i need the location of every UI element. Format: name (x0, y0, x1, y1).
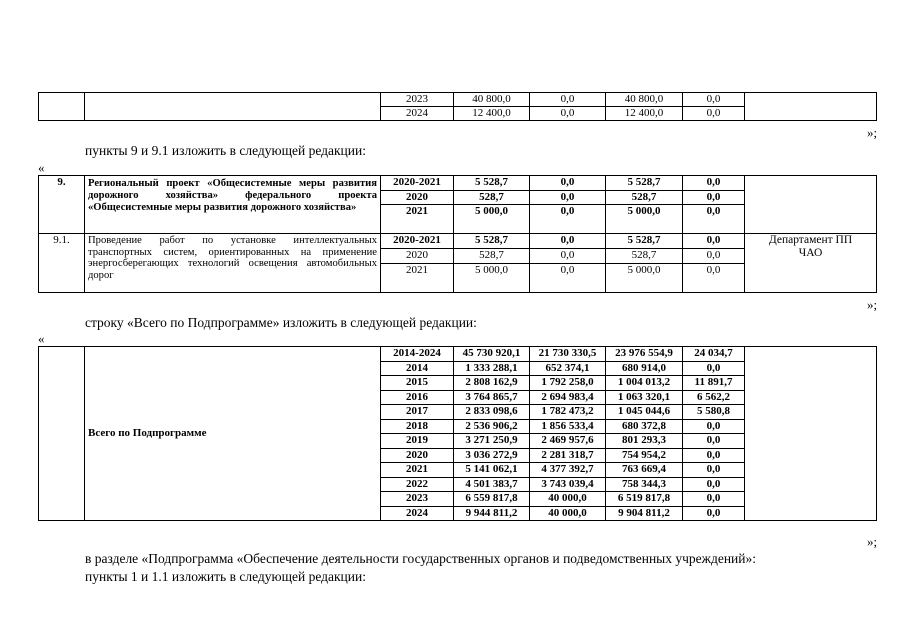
value-cell: 754 954,2 (606, 448, 683, 463)
year-cell: 2014 (381, 361, 454, 376)
value-cell: 5 528,7 (606, 176, 683, 191)
paragraph-instruction: строку «Всего по Подпрограмме» изложить в следующей редакции: (85, 315, 477, 330)
total-cell: 45 730 920,1 (454, 347, 530, 362)
value-cell: 528,7 (606, 190, 683, 205)
total-label: Всего по Подпрограмме (85, 347, 381, 521)
value-cell: 4 377 392,7 (530, 463, 606, 478)
year-cell: 2021 (381, 205, 454, 234)
item-number: 9. (39, 176, 85, 234)
value-cell: 0,0 (683, 107, 745, 121)
value-cell: 0,0 (683, 492, 745, 507)
executor-cell (745, 176, 877, 234)
value-cell: 0,0 (683, 249, 745, 264)
value-cell: 23 976 554,9 (606, 347, 683, 362)
value-cell: 3 743 039,4 (530, 477, 606, 492)
desc-cell (85, 93, 381, 121)
year-cell: 2015 (381, 376, 454, 391)
value-cell: 0,0 (683, 190, 745, 205)
value-cell: 528,7 (606, 249, 683, 264)
executor-cell: Департамент ПП ЧАО (745, 234, 877, 293)
total-cell: 2 833 098,6 (454, 405, 530, 420)
total-cell: 528,7 (454, 249, 530, 264)
value-cell: 0,0 (683, 264, 745, 293)
total-cell: 3 271 250,9 (454, 434, 530, 449)
table-row (39, 93, 877, 107)
value-cell: 6 562,2 (683, 390, 745, 405)
value-cell: 24 034,7 (683, 347, 745, 362)
value-cell: 40 800,0 (606, 93, 683, 107)
value-cell: 652 374,1 (530, 361, 606, 376)
year-cell: 2017 (381, 405, 454, 420)
num-cell (39, 93, 85, 121)
year-cell: 2014-2024 (381, 347, 454, 362)
value-cell: 0,0 (683, 506, 745, 521)
year-cell: 2023 (381, 93, 454, 107)
value-cell: 0,0 (683, 434, 745, 449)
value-cell: 0,0 (530, 205, 606, 234)
total-cell: 4 501 383,7 (454, 477, 530, 492)
table-row (39, 234, 877, 249)
value-cell: 21 730 330,5 (530, 347, 606, 362)
value-cell: 0,0 (530, 107, 606, 121)
value-cell: 2 694 983,4 (530, 390, 606, 405)
value-cell: 1 856 533,4 (530, 419, 606, 434)
value-cell: 680 914,0 (606, 361, 683, 376)
value-cell: 1 792 258,0 (530, 376, 606, 391)
paragraph-instruction: пункты 9 и 9.1 изложить в следующей редакции: (85, 143, 366, 158)
total-cell: 6 559 817,8 (454, 492, 530, 507)
year-cell: 2021 (381, 264, 454, 293)
opening-quote: « (38, 160, 45, 175)
value-cell: 1 063 320,1 (606, 390, 683, 405)
table-items-9 (38, 175, 877, 293)
total-cell: 3 036 272,9 (454, 448, 530, 463)
value-cell: 0,0 (683, 419, 745, 434)
closing-quote: »; (867, 125, 878, 140)
total-cell: 528,7 (454, 190, 530, 205)
total-cell: 3 764 865,7 (454, 390, 530, 405)
opening-quote: « (38, 331, 45, 346)
value-cell: 5 000,0 (606, 205, 683, 234)
total-cell: 9 944 811,2 (454, 506, 530, 521)
year-cell: 2016 (381, 390, 454, 405)
num-cell (39, 347, 85, 521)
table-row (39, 347, 877, 362)
total-cell: 5 000,0 (454, 205, 530, 234)
table-row (39, 176, 877, 191)
closing-quote: »; (867, 534, 878, 549)
item-description: Региональный проект «Общесистемные меры развития дорожного хозяйства» федерального проекта «Общесистемные меры развития дорожного хозяйства» (85, 176, 381, 234)
year-cell: 2023 (381, 492, 454, 507)
value-cell: 1 045 044,6 (606, 405, 683, 420)
table-continuation (38, 92, 877, 121)
table-subprogram-total (38, 346, 877, 521)
total-cell: 5 000,0 (454, 264, 530, 293)
year-cell: 2022 (381, 477, 454, 492)
closing-quote: »; (867, 297, 878, 312)
value-cell: 0,0 (683, 205, 745, 234)
value-cell: 40 000,0 (530, 506, 606, 521)
year-cell: 2021 (381, 463, 454, 478)
value-cell: 40 000,0 (530, 492, 606, 507)
value-cell: 11 891,7 (683, 376, 745, 391)
year-cell: 2024 (381, 107, 454, 121)
value-cell: 0,0 (530, 234, 606, 249)
value-cell: 0,0 (530, 93, 606, 107)
total-cell: 12 400,0 (454, 107, 530, 121)
total-cell: 2 536 906,2 (454, 419, 530, 434)
value-cell: 2 469 957,6 (530, 434, 606, 449)
year-cell: 2020-2021 (381, 176, 454, 191)
year-cell: 2020 (381, 190, 454, 205)
item-number: 9.1. (39, 234, 85, 293)
year-cell: 2020 (381, 448, 454, 463)
item-description: Проведение работ по установке интеллектуальных транспортных систем, ориентированных на применение энергосберегающих технологий освещения автомобильных дорог (85, 234, 381, 293)
total-cell: 2 808 162,9 (454, 376, 530, 391)
value-cell: 0,0 (530, 249, 606, 264)
value-cell: 5 528,7 (606, 234, 683, 249)
year-cell: 2019 (381, 434, 454, 449)
total-cell: 1 333 288,1 (454, 361, 530, 376)
total-cell: 5 528,7 (454, 176, 530, 191)
value-cell: 9 904 811,2 (606, 506, 683, 521)
executor-cell (745, 93, 877, 121)
value-cell: 758 344,3 (606, 477, 683, 492)
year-cell: 2018 (381, 419, 454, 434)
value-cell: 1 782 473,2 (530, 405, 606, 420)
paragraph-instruction: в разделе «Подпрограмма «Обеспечение деятельности государственных органов и подведомственных учреждений»: (85, 551, 757, 566)
total-cell: 5 528,7 (454, 234, 530, 249)
value-cell: 0,0 (530, 190, 606, 205)
total-cell: 40 800,0 (454, 93, 530, 107)
year-cell: 2020 (381, 249, 454, 264)
executor-cell (745, 347, 877, 521)
value-cell: 0,0 (683, 234, 745, 249)
value-cell: 0,0 (683, 448, 745, 463)
value-cell: 0,0 (683, 93, 745, 107)
value-cell: 801 293,3 (606, 434, 683, 449)
value-cell: 0,0 (683, 361, 745, 376)
value-cell: 0,0 (683, 477, 745, 492)
value-cell: 763 669,4 (606, 463, 683, 478)
value-cell: 5 000,0 (606, 264, 683, 293)
value-cell: 5 580,8 (683, 405, 745, 420)
value-cell: 680 372,8 (606, 419, 683, 434)
value-cell: 0,0 (530, 176, 606, 191)
value-cell: 0,0 (530, 264, 606, 293)
value-cell: 2 281 318,7 (530, 448, 606, 463)
year-cell: 2020-2021 (381, 234, 454, 249)
value-cell: 12 400,0 (606, 107, 683, 121)
paragraph-instruction: пункты 1 и 1.1 изложить в следующей редакции: (85, 569, 366, 584)
value-cell: 6 519 817,8 (606, 492, 683, 507)
value-cell: 1 004 013,2 (606, 376, 683, 391)
value-cell: 0,0 (683, 176, 745, 191)
total-cell: 5 141 062,1 (454, 463, 530, 478)
year-cell: 2024 (381, 506, 454, 521)
value-cell: 0,0 (683, 463, 745, 478)
